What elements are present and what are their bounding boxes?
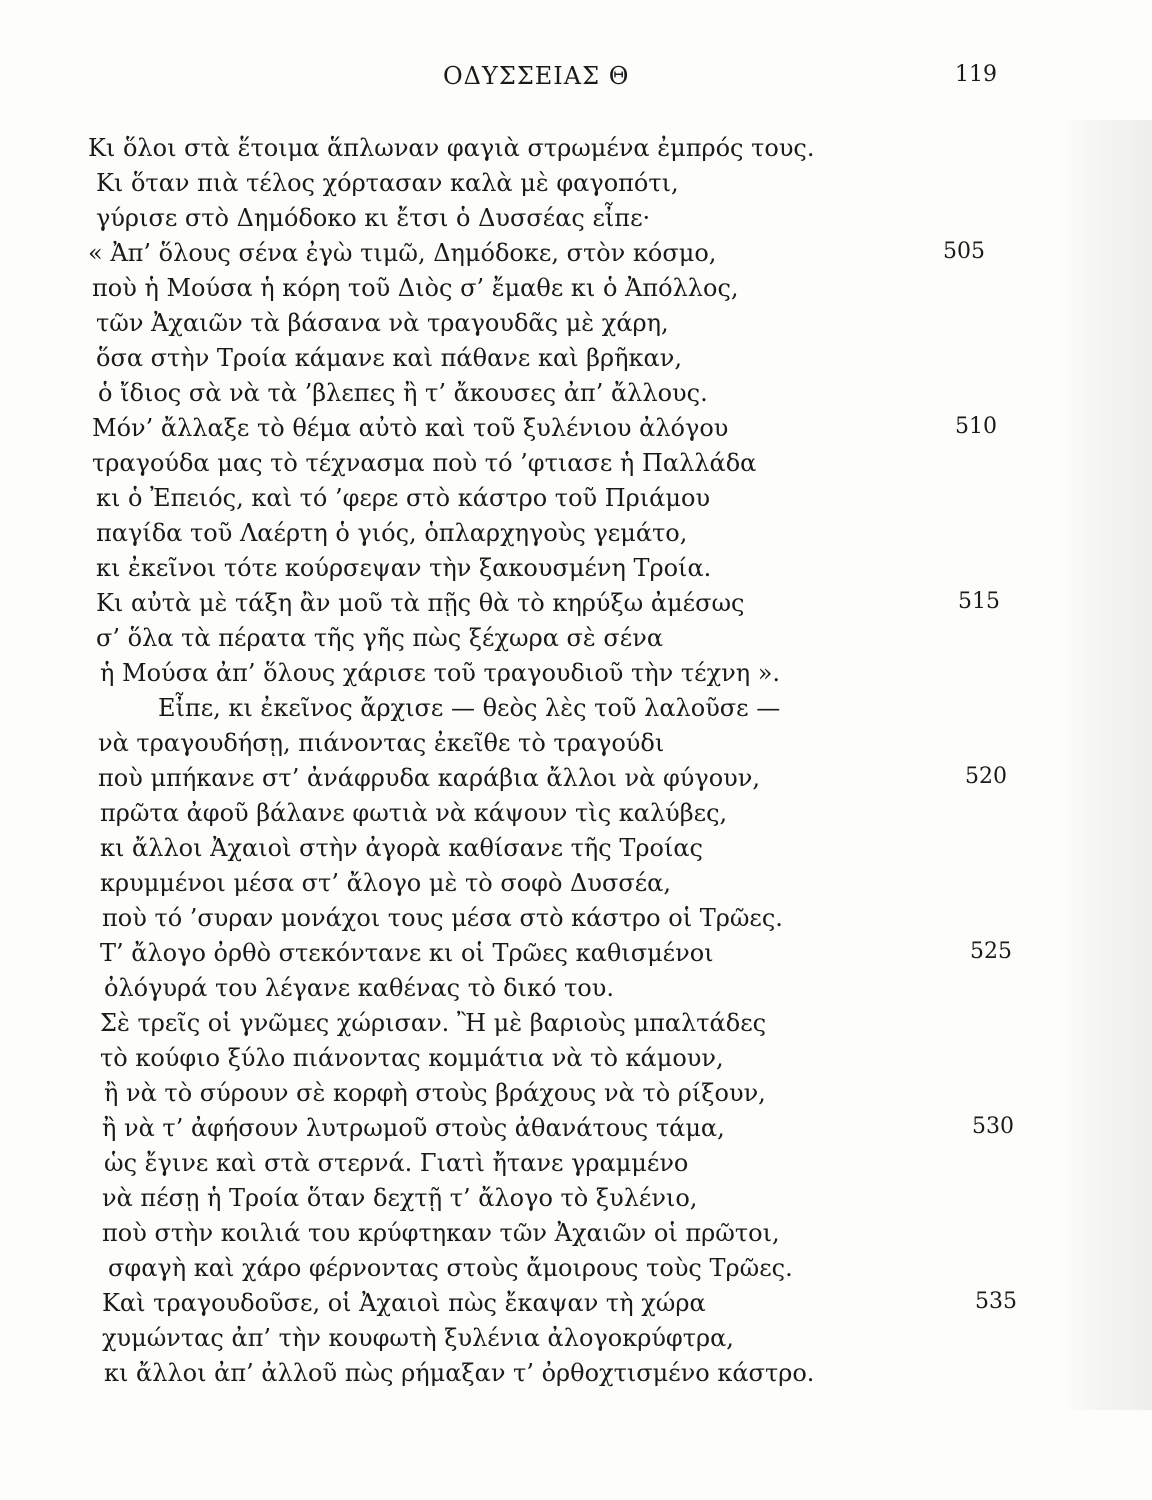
verse-text: τὸ κούφιο ξύλο πιάνοντας κομμάτια νὰ τὸ κάμουν, <box>100 1044 724 1072</box>
verse-text: νὰ πέσῃ ἡ Τροία ὅταν δεχτῇ τ’ ἄλογο τὸ ξυλένιο, <box>102 1184 698 1212</box>
verse-text: ἢ νὰ τ’ ἀφήσουν λυτρωμοῦ στοὺς ἀθανάτους τάμα, <box>102 1114 725 1142</box>
verse-line <box>0 270 1152 305</box>
verse-text: σφαγὴ καὶ χάρο φέρνοντας στοὺς ἄμοιρους τοὺς Τρῶες. <box>108 1254 793 1282</box>
verse-line <box>0 550 1152 585</box>
verse-line <box>0 795 1152 830</box>
verse-text: Κι ὅλοι στὰ ἕτοιμα ἅπλωναν φαγιὰ στρωμένα ἐμπρός τους. <box>88 134 815 162</box>
verse-line <box>0 1145 1152 1180</box>
verse-text: γύρισε στὸ Δημόδοκο κι ἔτσι ὁ Δυσσέας εἶπε· <box>96 204 651 232</box>
verse-text: Τ’ ἄλογο ὀρθὸ στεκόντανε κι οἱ Τρῶες καθισμένοι <box>100 939 714 967</box>
verse-text: κρυμμένοι μέσα στ’ ἄλογο μὲ τὸ σοφὸ Δυσσέα, <box>100 869 671 897</box>
verse-line <box>0 235 1152 270</box>
verse-line <box>0 1110 1152 1145</box>
verse-text: Κι ὅταν πιὰ τέλος χόρτασαν καλὰ μὲ φαγοπότι, <box>96 169 679 197</box>
verse-text: τῶν Ἀχαιῶν τὰ βάσανα νὰ τραγουδᾶς μὲ χάρη, <box>96 309 669 337</box>
verse-text: « Ἀπ’ ὅλους σένα ἐγὼ τιμῶ, Δημόδοκε, στὸν κόσμο, <box>88 239 717 267</box>
line-number: 530 <box>972 1114 1014 1139</box>
verse-text: κι ἄλλοι Ἀχαιοὶ στὴν ἀγορὰ καθίσανε τῆς Τροίας <box>100 834 703 862</box>
verse-text: ἡ Μούσα ἀπ’ ὅλους χάρισε τοῦ τραγουδιοῦ τὴν τέχνη ». <box>100 659 781 687</box>
verse-line <box>0 340 1152 375</box>
verse-text: ποὺ τό ’συραν μονάχοι τους μέσα στὸ κάστρο οἱ Τρῶες. <box>102 904 783 932</box>
running-title: ΟΔΥΣΣΕΙΑΣ Θ <box>443 62 630 90</box>
verse-line <box>0 305 1152 340</box>
verse-text: κι ἄλλοι ἀπ’ ἀλλοῦ πὼς ρήμαξαν τ’ ὀρθοχτισμένο κάστρο. <box>104 1359 815 1387</box>
page-number: 119 <box>955 62 997 87</box>
verse-text: τραγούδα μας τὸ τέχνασμα ποὺ τό ’φτιασε ἡ Παλλάδα <box>92 449 757 477</box>
verse-text: Σὲ τρεῖς οἱ γνῶμες χώρισαν. Ἢ μὲ βαριοὺς μπαλτάδες <box>100 1009 767 1037</box>
verse-line <box>0 690 1152 725</box>
verse-text: ὡς ἔγινε καὶ στὰ στερνά. Γιατὶ ἤτανε γραμμένο <box>104 1149 689 1177</box>
verse-text: ὅσα στὴν Τροία κάμανε καὶ πάθανε καὶ βρῆκαν, <box>96 344 682 372</box>
verse-text: ὁ ἴδιος σὰ νὰ τὰ ’βλεπες ἢ τ’ ἄκουσες ἀπ’ ἄλλους. <box>98 379 708 407</box>
running-head <box>0 62 1152 102</box>
verse-line <box>0 1355 1152 1390</box>
verse-line <box>0 900 1152 935</box>
line-number: 515 <box>958 589 1000 614</box>
verse-line <box>0 480 1152 515</box>
line-number: 510 <box>955 414 997 439</box>
verse-text: ποὺ ἡ Μούσα ἡ κόρη τοῦ Διὸς σ’ ἔμαθε κι ὁ Ἀπόλλος, <box>92 274 739 302</box>
verse-line <box>0 1215 1152 1250</box>
verse-block <box>0 130 1152 1390</box>
verse-line <box>0 445 1152 480</box>
verse-text: Καὶ τραγουδοῦσε, οἱ Ἀχαιοὶ πὼς ἔκαψαν τὴ χώρα <box>102 1289 706 1317</box>
verse-line <box>0 725 1152 760</box>
verse-line <box>0 410 1152 445</box>
verse-line <box>0 1250 1152 1285</box>
verse-line <box>0 375 1152 410</box>
verse-line <box>0 165 1152 200</box>
verse-text: ἢ νὰ τὸ σύρουν σὲ κορφὴ στοὺς βράχους νὰ τὸ ρίξουν, <box>104 1079 766 1107</box>
verse-line <box>0 1005 1152 1040</box>
verse-text: κι ἐκεῖνοι τότε κούρσεψαν τὴν ξακουσμένη Τροία. <box>96 554 712 582</box>
verse-line <box>0 130 1152 165</box>
verse-text: νὰ τραγουδήσῃ, πιάνοντας ἐκεῖθε τὸ τραγούδι <box>98 729 665 757</box>
line-number: 505 <box>943 239 985 264</box>
verse-text: σ’ ὅλα τὰ πέρατα τῆς γῆς πὼς ξέχωρα σὲ σένα <box>96 624 664 652</box>
verse-line <box>0 830 1152 865</box>
verse-line <box>0 1040 1152 1075</box>
verse-text: Κι αὐτὰ μὲ τάξη ἂν μοῦ τὰ πῇς θὰ τὸ κηρύξω ἀμέσως <box>96 589 745 617</box>
verse-line <box>0 620 1152 655</box>
verse-text: χυμώντας ἀπ’ τὴν κουφωτὴ ξυλένια ἀλογοκρύφτρα, <box>102 1324 734 1352</box>
verse-text: κι ὁ Ἐπειός, καὶ τό ’φερε στὸ κάστρο τοῦ Πριάμου <box>96 484 711 512</box>
verse-line <box>0 935 1152 970</box>
line-number: 525 <box>970 939 1012 964</box>
line-number: 520 <box>965 764 1007 789</box>
verse-line <box>0 1285 1152 1320</box>
verse-line <box>0 200 1152 235</box>
verse-line <box>0 970 1152 1005</box>
verse-line <box>0 1320 1152 1355</box>
verse-text: πρῶτα ἀφοῦ βάλανε φωτιὰ νὰ κάψουν τὶς καλύβες, <box>100 799 728 827</box>
verse-text: Μόν’ ἄλλαξε τὸ θέμα αὐτὸ καὶ τοῦ ξυλένιου ἀλόγου <box>92 414 729 442</box>
verse-text: παγίδα τοῦ Λαέρτη ὁ γιός, ὁπλαρχηγοὺς γεμάτο, <box>96 519 688 547</box>
verse-line <box>0 865 1152 900</box>
verse-line <box>0 1180 1152 1215</box>
verse-text: ποὺ στὴν κοιλιά του κρύφτηκαν τῶν Ἀχαιῶν οἱ πρῶτοι, <box>102 1219 780 1247</box>
line-number: 535 <box>975 1289 1017 1314</box>
verse-line <box>0 585 1152 620</box>
verse-line <box>0 1075 1152 1110</box>
verse-text: Εἶπε, κι ἐκεῖνος ἄρχισε — θεὸς λὲς τοῦ λαλοῦσε — <box>158 694 781 722</box>
verse-text: ὀλόγυρά του λέγανε καθένας τὸ δικό του. <box>104 974 614 1002</box>
verse-text: ποὺ μπήκανε στ’ ἀνάφρυδα καράβια ἄλλοι νὰ φύγουν, <box>98 764 760 792</box>
verse-line <box>0 760 1152 795</box>
verse-line <box>0 655 1152 690</box>
verse-line <box>0 515 1152 550</box>
